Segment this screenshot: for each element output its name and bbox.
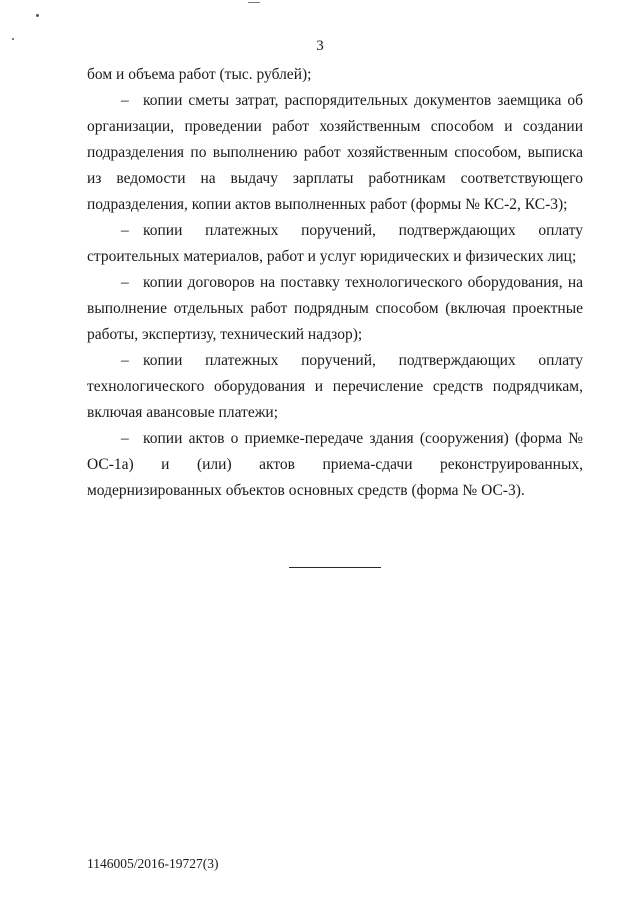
- list-item: [87, 88, 583, 218]
- list-item: [87, 348, 583, 426]
- list-item-text: копии договоров на поставку технологического оборудования, на выполнение отдельных работ подрядным способом (включая проектные работы, экспертизу, технический надзор);: [87, 274, 583, 343]
- intro-line: бом и объема работ (тыс. рублей);: [87, 66, 312, 83]
- page-number: 3: [316, 38, 324, 54]
- list-item-text: копии платежных поручений, подтверждающих оплату строительных материалов, работ и услуг юридических и физических лиц;: [87, 222, 583, 265]
- document-number: 1146005/2016-19727(3): [87, 856, 219, 871]
- document-body: [87, 62, 583, 504]
- dash-marker: –: [121, 222, 129, 239]
- scan-artifact-mark: [248, 2, 260, 3]
- list-item-text: копии актов о приемке-передаче здания (сооружения) (форма № ОС-1а) и (или) актов приема-сдачи реконструированных, модернизированных объектов основных средств (форма № ОС-3).: [87, 430, 583, 499]
- list-item: [87, 270, 583, 348]
- dash-marker: –: [121, 274, 129, 291]
- list-item: [87, 218, 583, 270]
- dash-marker: –: [121, 430, 129, 447]
- dash-marker: –: [121, 92, 129, 109]
- list-item-text: копии сметы затрат, распорядительных документов заемщика об организации, проведении работ хозяйственным способом и создании подразделения по выполнению работ хозяйственным способом, выписка из ведомости на выдачу зарплаты работникам соответствующего подразделения, копии актов выполненных работ (формы № КС-2, КС-3);: [87, 92, 583, 213]
- list-item: [87, 426, 583, 504]
- list-item-text: копии платежных поручений, подтверждающих оплату технологического оборудования и перечисление средств подрядчикам, включая авансовые платежи;: [87, 352, 583, 421]
- scan-artifact-speck: [36, 14, 39, 17]
- separator-line: [289, 567, 381, 568]
- dash-marker: –: [121, 352, 129, 369]
